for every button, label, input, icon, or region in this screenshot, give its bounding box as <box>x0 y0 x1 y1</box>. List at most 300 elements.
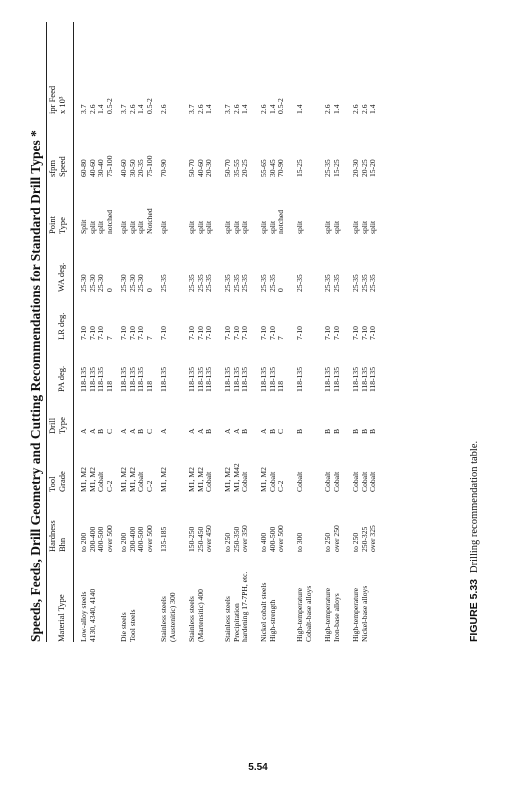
rotated-table-page <box>28 22 498 642</box>
cell-line: 1.4 <box>240 104 249 114</box>
cell-tool <box>188 467 214 492</box>
cell-line: 20-25 <box>359 159 369 177</box>
cell-line: B <box>359 428 369 434</box>
cell-line: 7-10 <box>79 326 88 340</box>
cell-line: Cobalt <box>351 471 360 492</box>
cell-line: A <box>79 428 88 434</box>
cell-feed <box>80 98 114 114</box>
cell-line: 118-135 <box>195 366 205 392</box>
column-header-line: Grade <box>56 471 67 492</box>
cell-line: 0.5-2 <box>104 98 114 114</box>
cell-tool <box>80 467 114 492</box>
cell-line: B <box>295 428 304 434</box>
column-header-wa <box>57 263 67 292</box>
cell-line: to 250 <box>323 532 332 552</box>
cell-line: 30-45 <box>267 159 277 177</box>
cell-line: C <box>104 428 114 434</box>
column-header-speed <box>48 156 67 177</box>
cell-line: A <box>195 428 205 434</box>
cell-line: 7-10 <box>351 326 360 340</box>
cell-line: A <box>127 428 137 434</box>
cell-line: 7-10 <box>359 326 369 340</box>
cell-line: 15-25 <box>331 159 341 177</box>
cell-line: 25-35 <box>359 274 369 292</box>
cell-line: 118-135 <box>259 366 268 392</box>
cell-line: split <box>259 220 268 234</box>
column-header-hardness <box>48 520 67 552</box>
cell-line: split <box>87 220 97 234</box>
cell-line: 25-30 <box>79 274 88 292</box>
cell-pa <box>296 367 305 392</box>
cell-point <box>260 210 286 234</box>
cell-wa <box>120 274 154 292</box>
cell-line: hardening 17-7PH, etc. <box>240 571 249 642</box>
cell-line: 25-35 <box>323 159 332 177</box>
cell-wa <box>352 274 378 292</box>
cell-hardness <box>120 525 154 552</box>
cell-line: 7-10 <box>295 326 304 340</box>
cell-line: over 350 <box>240 525 249 552</box>
cell-drill <box>324 429 341 434</box>
cell-drill <box>296 429 305 434</box>
cell-line: A <box>87 428 97 434</box>
cell-line: 20-30 <box>204 159 213 177</box>
cell-line: split <box>351 220 360 234</box>
cell-line: 25-35 <box>295 274 304 292</box>
cell-line: 118 <box>144 380 154 392</box>
cell-line: over 325 <box>368 525 377 552</box>
cell-line: 7 <box>104 336 114 340</box>
cell-speed <box>352 159 378 177</box>
cell-line: Tool steels <box>127 609 137 642</box>
cell-line: 2.6 <box>127 104 137 114</box>
cell-material <box>352 586 369 642</box>
cell-line: 4130, 4340, 4140 <box>87 588 97 642</box>
cell-line: Nickel-base alloys <box>359 585 369 642</box>
cell-wa <box>224 274 250 292</box>
cell-line: 25-35 <box>351 274 360 292</box>
table-title <box>28 22 44 642</box>
cell-line: split <box>267 220 277 234</box>
cell-line: 1.4 <box>295 104 304 114</box>
cell-line: 2.6 <box>231 104 241 114</box>
cell-line: 0.5-2 <box>144 98 154 114</box>
cell-line: B <box>240 428 249 434</box>
cell-line: 7-10 <box>231 326 241 340</box>
cell-line: split <box>368 220 377 234</box>
cell-lr <box>160 326 169 340</box>
cell-line: 118 <box>104 380 114 392</box>
cell-line: 40-60 <box>195 159 205 177</box>
cell-drill <box>188 429 214 434</box>
cell-speed <box>160 159 169 177</box>
cell-line: Cobalt <box>204 471 213 492</box>
cell-line: Low-alloy steels <box>79 591 88 642</box>
cell-line: 25-35 <box>223 274 232 292</box>
cell-line: 400-500 <box>267 526 277 552</box>
cell-line: B <box>267 428 277 434</box>
cell-line: 250-450 <box>195 526 205 552</box>
cell-point <box>352 221 378 234</box>
cell-line: split <box>136 220 145 234</box>
cell-line: Cobalt <box>96 471 105 492</box>
cell-line: to 250 <box>223 532 232 552</box>
cell-line: High-temperature <box>323 588 332 642</box>
cell-line: A <box>187 428 196 434</box>
column-header-line: PA deg. <box>56 365 66 392</box>
cell-wa <box>160 274 169 292</box>
column-header-line: LR deg. <box>56 312 66 340</box>
cell-line: M1, M2 <box>259 467 268 492</box>
cell-line: Split <box>79 219 88 234</box>
cell-line: over 500 <box>144 525 154 552</box>
cell-wa <box>188 274 214 292</box>
cell-line: 7-10 <box>267 326 277 340</box>
cell-line: Precipitation <box>231 603 241 642</box>
column-header-line: Drill <box>47 417 57 434</box>
cell-line: M1, M2 <box>223 467 232 492</box>
cell-line: 7-10 <box>195 326 205 340</box>
cell-line: 118-135 <box>79 366 88 392</box>
cell-line: split <box>331 220 341 234</box>
cell-line: M1, M2 <box>79 467 88 492</box>
cell-pa <box>224 367 250 392</box>
cell-feed <box>352 105 378 115</box>
cell-line: split <box>240 220 249 234</box>
cell-line: 250-350 <box>231 526 241 552</box>
cell-line: 118-135 <box>223 366 232 392</box>
cell-line: 118-135 <box>359 366 369 392</box>
column-header-line: WA deg. <box>56 262 66 292</box>
cell-line: C-2 <box>104 480 114 492</box>
cell-line: 60-80 <box>79 159 88 177</box>
cell-pa <box>352 367 378 392</box>
cell-lr <box>120 326 154 340</box>
cell-line: 25-35 <box>323 274 332 292</box>
cell-line: 7-10 <box>87 326 97 340</box>
cell-line: A <box>223 428 232 434</box>
column-header-line: Material Type <box>56 594 66 642</box>
cell-line: split <box>187 220 196 234</box>
cell-line: split <box>295 220 304 234</box>
cell-line: 25-30 <box>96 274 105 292</box>
cell-line: 118-135 <box>187 366 196 392</box>
header-rule <box>73 22 74 642</box>
cell-line: 50-70 <box>187 159 196 177</box>
cell-line: 3.7 <box>223 104 232 114</box>
cell-tool <box>260 467 286 492</box>
cell-line: 118-135 <box>295 366 304 392</box>
cell-line: B <box>323 428 332 434</box>
cell-line: M1, M2 <box>87 467 97 492</box>
cell-line: to 300 <box>295 532 304 552</box>
cell-feed <box>224 105 250 115</box>
cell-line: 2.6 <box>359 104 369 114</box>
cell-hardness <box>80 525 114 552</box>
cell-drill <box>160 429 169 434</box>
cell-line: to 400 <box>259 532 268 552</box>
figure-label: FIGURE 5.33 <box>468 578 480 642</box>
column-header-tool <box>48 471 67 492</box>
cell-line: (Austenitic) 300 <box>167 592 177 642</box>
cell-line: over 500 <box>276 525 285 552</box>
cell-line: 0.5-2 <box>276 98 285 114</box>
cell-speed <box>296 159 305 177</box>
cell-line: B <box>368 428 377 434</box>
cell-line: 118-135 <box>351 366 360 392</box>
table-title-text: Speeds, Feeds, Drill Geometry and Cutting Recommendations for Standard Drill Types <box>28 140 43 642</box>
cell-line: split <box>359 220 369 234</box>
cell-line: M1, M2 <box>195 467 205 492</box>
cell-line: 25-35 <box>195 274 205 292</box>
cell-material <box>80 589 97 642</box>
cell-line: 25-35 <box>368 274 377 292</box>
cell-line: to 250 <box>351 532 360 552</box>
cell-point <box>160 221 169 234</box>
cell-line: 1.4 <box>204 104 213 114</box>
cell-line: 30-50 <box>127 159 137 177</box>
cell-line: 25-35 <box>240 274 249 292</box>
cell-line: 3.7 <box>119 104 128 114</box>
cell-line: 25-35 <box>267 274 277 292</box>
cell-line: 118-135 <box>96 366 105 392</box>
cell-line: C-2 <box>276 480 285 492</box>
cell-line: C-2 <box>144 480 154 492</box>
cell-hardness <box>224 525 250 552</box>
cell-feed <box>120 98 154 114</box>
column-header-pa <box>57 366 67 392</box>
cell-line: 200-400 <box>127 526 137 552</box>
cell-line: A <box>231 428 241 434</box>
column-header-line: sfpm <box>47 160 57 177</box>
cell-line: split <box>119 220 128 234</box>
cell-line: to 200 <box>119 532 128 552</box>
cell-line: Stainless steels <box>223 596 232 642</box>
cell-line: 7-10 <box>223 326 232 340</box>
cell-line: 25-35 <box>187 274 196 292</box>
cell-line: A <box>119 428 128 434</box>
cell-line: over 450 <box>204 525 213 552</box>
cell-line: 118 <box>276 380 285 392</box>
cell-line: B <box>331 428 341 434</box>
cell-wa <box>80 274 114 292</box>
cell-line: 2.6 <box>259 104 268 114</box>
cell-speed <box>260 159 286 177</box>
cell-pa <box>324 367 341 392</box>
cell-line: 1.4 <box>267 104 277 114</box>
cell-line: 0 <box>276 288 285 292</box>
cell-line: 25-35 <box>159 274 168 292</box>
cell-point <box>296 221 305 234</box>
cell-line: 135-185 <box>159 526 168 552</box>
cell-line: 15-20 <box>368 159 377 177</box>
column-header-line: Type <box>56 217 67 234</box>
cell-line: 25-30 <box>127 274 137 292</box>
cell-line: Cobalt <box>359 471 369 492</box>
table-title-marker: * <box>28 130 43 137</box>
cell-line: split <box>96 220 105 234</box>
cell-point <box>188 221 214 234</box>
cell-line: 7-10 <box>331 326 341 340</box>
cell-pa <box>188 367 214 392</box>
cell-line: 2.6 <box>323 104 332 114</box>
cell-speed <box>324 159 341 177</box>
cell-material <box>324 588 341 642</box>
cell-line: 25-35 <box>204 274 213 292</box>
cell-line: 118-135 <box>119 366 128 392</box>
cell-line: 118-135 <box>136 366 145 392</box>
cell-speed <box>80 155 114 177</box>
cell-line: 7-10 <box>240 326 249 340</box>
cell-line: 25-30 <box>87 274 97 292</box>
cell-lr <box>260 326 286 340</box>
cell-line: 7-10 <box>259 326 268 340</box>
cell-tool <box>224 463 250 492</box>
cell-wa <box>260 274 286 292</box>
cell-line: 1.4 <box>136 104 145 114</box>
cell-line: 70-90 <box>159 159 168 177</box>
cell-line: 30-40 <box>96 159 105 177</box>
cell-line: 20-25 <box>240 159 249 177</box>
cell-line: 7-10 <box>187 326 196 340</box>
cell-line: C <box>276 428 285 434</box>
cell-line: split <box>223 220 232 234</box>
cell-line: Cobalt <box>323 471 332 492</box>
cell-line: C <box>144 428 154 434</box>
cell-line: 40-60 <box>87 159 97 177</box>
cell-line: 7-10 <box>368 326 377 340</box>
cell-line: 25-35 <box>331 274 341 292</box>
cell-speed <box>120 155 154 177</box>
cell-line: 35-55 <box>231 159 241 177</box>
cell-lr <box>188 326 214 340</box>
cell-material <box>160 592 177 642</box>
cell-drill <box>352 429 378 434</box>
cell-tool <box>160 467 169 492</box>
cell-line: Stainless steels <box>159 596 168 642</box>
cell-wa <box>296 274 305 292</box>
cell-material <box>120 609 137 642</box>
cell-line: 0 <box>104 288 114 292</box>
cell-line: 2.6 <box>195 104 205 114</box>
cell-line: 55-65 <box>259 159 268 177</box>
cell-lr <box>224 326 250 340</box>
cell-feed <box>324 105 341 115</box>
cell-line: Nickel cobalt steels <box>259 582 268 642</box>
cell-line: 7-10 <box>136 326 145 340</box>
cell-line: 7 <box>144 336 154 340</box>
cell-line: 7-10 <box>96 326 105 340</box>
cell-line: 20-35 <box>136 159 145 177</box>
cell-line: 118-135 <box>240 366 249 392</box>
cell-lr <box>324 326 341 340</box>
column-header-line: Bhn <box>56 537 67 552</box>
cell-hardness <box>160 527 169 552</box>
column-header-line: ipr Feed <box>47 85 57 114</box>
cell-line: 7-10 <box>204 326 213 340</box>
column-header-line: x 10³ <box>56 96 67 114</box>
cell-line: 25-30 <box>136 274 145 292</box>
cell-line: 150-250 <box>187 526 196 552</box>
cell-material <box>188 589 205 642</box>
cell-line: 400-500 <box>136 526 145 552</box>
cell-line: split <box>231 220 241 234</box>
cell-line: 70-90 <box>276 159 285 177</box>
cell-line: M1, M2 <box>159 467 168 492</box>
cell-line: M1, M2 <box>119 467 128 492</box>
cell-point <box>120 208 154 234</box>
cell-line: 7-10 <box>127 326 137 340</box>
cell-material <box>260 583 277 642</box>
cell-line: Stainless steels <box>187 596 196 642</box>
cell-line: 7-10 <box>159 326 168 340</box>
cell-line: Cobalt <box>295 471 304 492</box>
cell-line: B <box>204 428 213 434</box>
figure-caption-text: Drilling recommendation table. <box>469 440 480 573</box>
cell-line: Cobalt <box>368 471 377 492</box>
cell-line: M1, M2 <box>127 467 137 492</box>
cell-lr <box>80 326 114 340</box>
cell-line: (Martensitic) 400 <box>195 589 205 642</box>
cell-line: split <box>195 220 205 234</box>
cell-line: 1.4 <box>368 104 377 114</box>
cell-wa <box>324 274 341 292</box>
cell-line: over 250 <box>331 525 341 552</box>
cell-line: B <box>136 428 145 434</box>
cell-line: Cobalt <box>267 471 277 492</box>
cell-feed <box>260 98 286 114</box>
cell-material <box>296 586 313 642</box>
cell-line: 200-400 <box>87 526 97 552</box>
column-header-material <box>57 594 67 642</box>
figure-caption <box>468 441 480 642</box>
cell-line: High-temperature <box>295 588 304 642</box>
cell-line: 3.7 <box>79 104 88 114</box>
cell-line: 7 <box>276 336 285 340</box>
cell-line: 25-30 <box>119 274 128 292</box>
cell-feed <box>188 105 214 115</box>
cell-line: 50-70 <box>223 159 232 177</box>
cell-point <box>324 221 341 234</box>
cell-hardness <box>352 525 378 552</box>
cell-line: 118-135 <box>87 366 97 392</box>
column-header-point <box>48 216 67 234</box>
cell-line: 118-135 <box>159 366 168 392</box>
cell-tool <box>324 472 341 492</box>
cell-point <box>224 221 250 234</box>
column-header-feed <box>48 86 67 114</box>
cell-line: 1.4 <box>331 104 341 114</box>
cell-line: notched <box>104 209 114 234</box>
cell-line: split <box>204 220 213 234</box>
cell-line: Notched <box>144 208 154 234</box>
cell-line: split <box>323 220 332 234</box>
cell-line: M1, M42 <box>231 463 241 492</box>
cell-line: 118-135 <box>331 366 341 392</box>
cell-line: 25-35 <box>231 274 241 292</box>
cell-line: 40-60 <box>119 159 128 177</box>
cell-line: Iron-base alloys <box>331 593 341 642</box>
cell-line: 20-30 <box>351 159 360 177</box>
cell-lr <box>352 326 378 340</box>
column-header-line: Hardness <box>47 520 57 552</box>
cell-drill <box>80 429 114 434</box>
cell-line: B <box>351 428 360 434</box>
cell-material <box>224 572 250 642</box>
column-header-line: Speed <box>56 156 67 177</box>
cell-line: 0 <box>144 288 154 292</box>
cell-line: 250-325 <box>359 526 369 552</box>
